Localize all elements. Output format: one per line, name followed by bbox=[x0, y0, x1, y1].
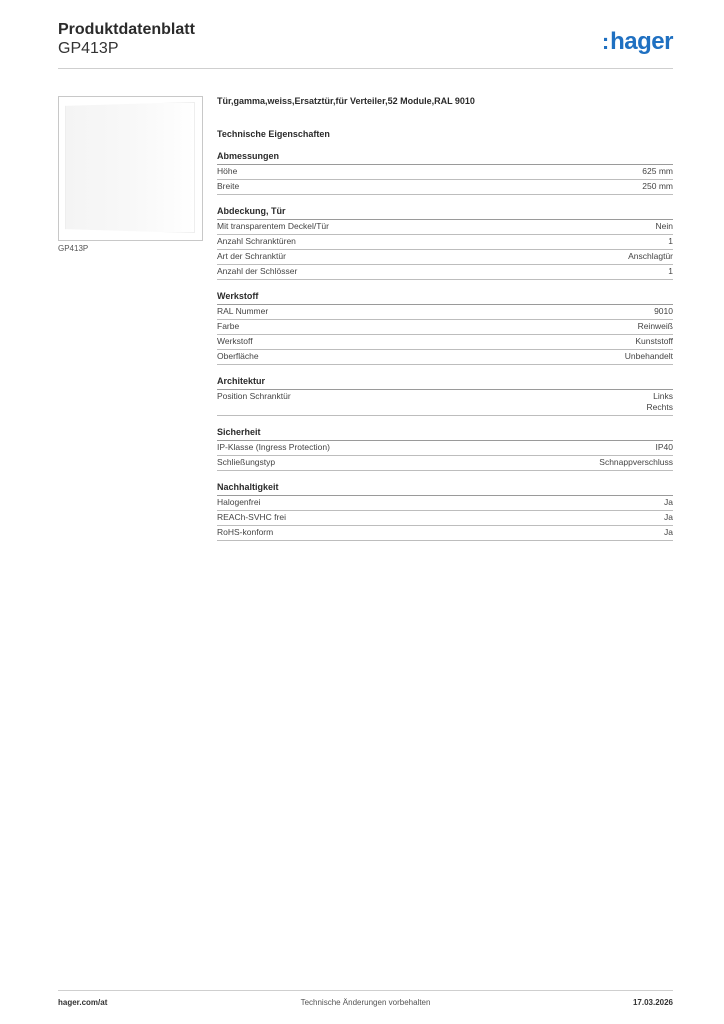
property-value: 1 bbox=[668, 236, 673, 246]
property-row bbox=[217, 305, 673, 320]
property-row bbox=[217, 320, 673, 335]
section-title: Abmessungen bbox=[217, 151, 673, 165]
property-section bbox=[217, 427, 673, 471]
property-value: Reinweiß bbox=[637, 321, 673, 331]
property-label: Höhe bbox=[217, 166, 238, 176]
property-row bbox=[217, 441, 673, 456]
property-value-line: Links bbox=[653, 391, 673, 401]
property-section bbox=[217, 482, 673, 541]
property-row bbox=[217, 235, 673, 250]
property-label: RAL Nummer bbox=[217, 306, 269, 316]
section-title: Abdeckung, Tür bbox=[217, 206, 673, 220]
property-row bbox=[217, 350, 673, 365]
hager-logo bbox=[602, 28, 673, 56]
footer-date: 17.03.2026 bbox=[632, 998, 673, 1007]
property-label: Werkstoff bbox=[217, 336, 253, 346]
page-header bbox=[58, 20, 673, 70]
property-label: Breite bbox=[217, 181, 240, 191]
property-row bbox=[217, 390, 673, 416]
property-section bbox=[217, 206, 673, 280]
property-section bbox=[217, 291, 673, 365]
section-title: Architektur bbox=[217, 376, 673, 390]
property-value: 625 mm bbox=[642, 166, 673, 176]
logo-text: hager bbox=[610, 28, 673, 55]
section-title: Werkstoff bbox=[217, 291, 673, 305]
property-value: Ja bbox=[664, 497, 673, 507]
property-row bbox=[217, 456, 673, 471]
property-value: IP40 bbox=[655, 442, 673, 452]
property-label: Oberfläche bbox=[217, 351, 259, 361]
property-row bbox=[217, 250, 673, 265]
logo-dots-icon: : bbox=[601, 29, 610, 54]
property-value: 1 bbox=[668, 266, 673, 276]
product-image bbox=[58, 96, 203, 241]
property-row bbox=[217, 220, 673, 235]
property-section bbox=[217, 151, 673, 195]
property-label: Schließungstyp bbox=[217, 457, 276, 467]
property-value: Nein bbox=[655, 221, 673, 231]
property-row bbox=[217, 265, 673, 280]
property-value: 250 mm bbox=[642, 181, 673, 191]
door-image bbox=[65, 102, 195, 233]
footer-divider bbox=[58, 990, 673, 991]
header-divider bbox=[58, 68, 673, 69]
footer-notice: Technische Änderungen vorbehalten bbox=[300, 998, 431, 1007]
product-description: Tür,gamma,weiss,Ersatztür,für Verteiler,52 Module,RAL 9010 bbox=[217, 96, 475, 106]
property-value: Ja bbox=[664, 512, 673, 522]
property-label: Art der Schranktür bbox=[217, 251, 286, 261]
product-code: GP413P bbox=[58, 40, 119, 57]
property-value-line: Rechts bbox=[646, 402, 673, 412]
property-label: Farbe bbox=[217, 321, 240, 331]
property-row bbox=[217, 511, 673, 526]
property-value bbox=[647, 391, 673, 413]
property-value: Anschlagtür bbox=[628, 251, 673, 261]
property-value: Kunststoff bbox=[635, 336, 673, 346]
property-label: Halogenfrei bbox=[217, 497, 261, 507]
product-image-caption: GP413P bbox=[58, 244, 89, 253]
section-title: Sicherheit bbox=[217, 427, 673, 441]
properties-sections bbox=[217, 151, 673, 541]
section-title: Nachhaltigkeit bbox=[217, 482, 673, 496]
footer-website: hager.com/at bbox=[58, 998, 108, 1007]
property-value: 9010 bbox=[654, 306, 673, 316]
page-title: Produktdatenblatt bbox=[58, 21, 195, 38]
property-label: Position Schranktür bbox=[217, 391, 291, 401]
product-details bbox=[217, 96, 673, 552]
property-value: Ja bbox=[664, 527, 673, 537]
property-row bbox=[217, 165, 673, 180]
property-label: RoHS-konform bbox=[217, 527, 274, 537]
property-label: Anzahl Schranktüren bbox=[217, 236, 296, 246]
property-value: Unbehandelt bbox=[624, 351, 673, 361]
property-label: Mit transparentem Deckel/Tür bbox=[217, 221, 329, 231]
property-row bbox=[217, 180, 673, 195]
property-label: Anzahl der Schlösser bbox=[217, 266, 298, 276]
property-label: IP-Klasse (Ingress Protection) bbox=[217, 442, 330, 452]
property-label: REACh-SVHC frei bbox=[217, 512, 286, 522]
property-row bbox=[217, 335, 673, 350]
property-value: Schnappverschluss bbox=[599, 457, 673, 467]
property-row bbox=[217, 496, 673, 511]
property-row bbox=[217, 526, 673, 541]
tech-properties-heading: Technische Eigenschaften bbox=[217, 129, 330, 139]
property-section bbox=[217, 376, 673, 416]
